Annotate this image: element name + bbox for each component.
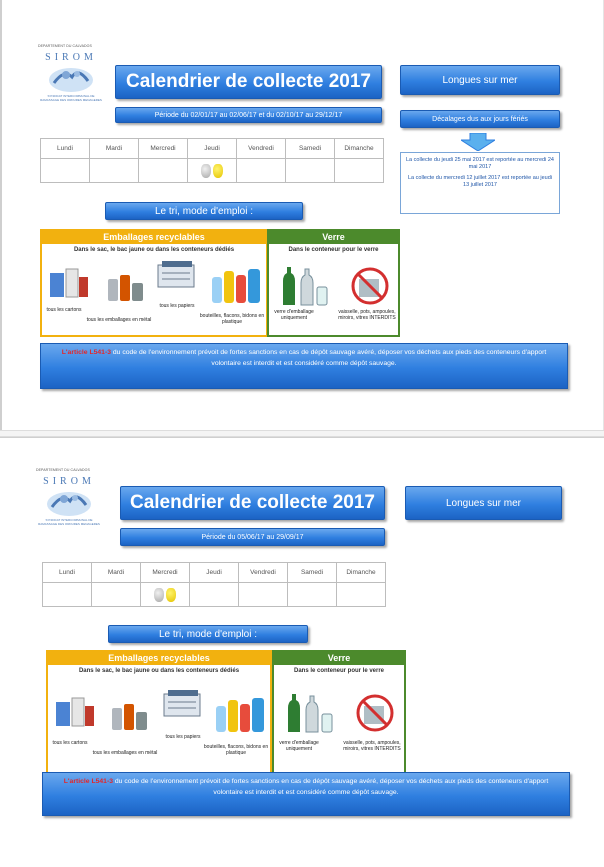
- logo-word: SIROM: [45, 52, 97, 63]
- emballages-label: tous les cartons: [46, 307, 82, 313]
- emballages-label: bouteilles, flacons, bidons en plastique: [199, 313, 265, 325]
- emballages-panel: [40, 229, 268, 337]
- day-cell: [141, 583, 190, 607]
- emballages-label: tous les papiers: [159, 303, 195, 309]
- holiday-notes: [400, 152, 560, 214]
- weekday-table: [42, 562, 386, 607]
- article-reference: L'article L541-3: [63, 778, 113, 785]
- bouteilles-icon: [214, 692, 268, 734]
- sorting-guide-title: Le tri, mode d'emploi :: [105, 202, 303, 220]
- article-reference: L'article L541-3: [61, 349, 111, 356]
- day-cell: [41, 159, 90, 183]
- cartons-icon: [54, 696, 96, 730]
- sac-jaune-icon: [213, 164, 223, 178]
- logo-icon: [44, 487, 94, 517]
- day-header: Mardi: [92, 563, 141, 583]
- holiday-shift-bar: Décalages dus aux jours fériés: [400, 110, 560, 128]
- calendar-sheet-2: [0, 437, 604, 867]
- interdit-icon: [349, 265, 391, 307]
- day-cell: [190, 583, 239, 607]
- day-cell: [286, 159, 335, 183]
- day-header: Samedi: [288, 563, 337, 583]
- day-header: Lundi: [41, 139, 90, 159]
- day-cell: [43, 583, 92, 607]
- day-cell: [188, 159, 237, 183]
- day-header: Dimanche: [337, 563, 386, 583]
- emballages-label: tous les cartons: [52, 740, 88, 746]
- emballages-panel: [46, 650, 272, 774]
- bouteilles-icon: [210, 263, 264, 305]
- day-header: Vendredi: [239, 563, 288, 583]
- logo-icon: [46, 63, 96, 93]
- page-title: Calendrier de collecte 2017: [115, 65, 382, 99]
- day-header: Dimanche: [335, 139, 384, 159]
- sac-gris-icon: [154, 588, 164, 602]
- verre-instruction: Dans le conteneur pour le verre: [293, 668, 385, 674]
- logo-word: SIROM: [43, 476, 95, 487]
- verre-label: vaisselle, pots, ampoules, miroirs, vitres INTERDITS: [343, 740, 401, 752]
- emballages-label: tous les papiers: [165, 734, 201, 740]
- day-header: Jeudi: [190, 563, 239, 583]
- period-bar: Période du 02/01/17 au 02/06/17 et du 02/10/17 au 29/12/17: [115, 107, 382, 123]
- page-title: Calendrier de collecte 2017: [120, 486, 385, 520]
- sheet-separator: [0, 430, 604, 437]
- cartons-icon: [48, 267, 90, 301]
- sirom-logo: [38, 44, 104, 102]
- verre-label: vaisselle, pots, ampoules, miroirs, vitres INTERDITS: [338, 309, 396, 321]
- verre-header: Verre: [269, 231, 398, 244]
- day-cell: [288, 583, 337, 607]
- verre-panel: [272, 650, 406, 774]
- day-header: Vendredi: [237, 139, 286, 159]
- day-header: Lundi: [43, 563, 92, 583]
- legal-text: du code de l'environnement prévoit de fortes sanctions en cas de dépôt sauvage avéré, déposer vos déchets aux pieds des conteneurs d'apport volontaire est interdit et est considéré comme dépôt sauvage.: [112, 778, 549, 796]
- day-cell: [239, 583, 288, 607]
- sac-gris-icon: [201, 164, 211, 178]
- day-cell: [337, 583, 386, 607]
- day-cell: [90, 159, 139, 183]
- verre-label: verre d'emballage uniquement: [274, 309, 314, 321]
- verre-icon: [282, 692, 336, 734]
- verre-icon: [277, 265, 331, 307]
- logo-subtitle: SYNDICAT INTERCOMMUNAL DE RAMASSAGE DES ORDURES MENAGERES: [38, 518, 100, 526]
- weekday-table: [40, 138, 384, 183]
- day-header: Samedi: [286, 139, 335, 159]
- day-cell: [92, 583, 141, 607]
- emballages-instruction: Dans le sac, le bac jaune ou dans les conteneurs dédiés: [73, 247, 235, 253]
- day-header: Mercredi: [139, 139, 188, 159]
- papiers-icon: [160, 688, 204, 720]
- day-header: Mardi: [90, 139, 139, 159]
- legal-warning: [40, 343, 568, 389]
- logo-department-text: DEPARTEMENT DU CALVADOS: [38, 44, 92, 48]
- emballages-label: tous les emballages en métal: [92, 750, 158, 756]
- emballages-instruction: Dans le sac, le bac jaune ou dans les conteneurs dédiés: [78, 668, 240, 674]
- emballages-header: Emballages recyclables: [48, 652, 270, 665]
- emballages-label: bouteilles, flacons, bidons en plastique: [203, 744, 269, 756]
- verre-instruction: Dans le conteneur pour le verre: [288, 247, 379, 253]
- emballages-header: Emballages recyclables: [42, 231, 266, 244]
- period-bar: Période du 05/06/17 au 29/09/17: [120, 528, 385, 546]
- metal-icon: [106, 271, 146, 305]
- arrow-down-icon: [461, 133, 495, 151]
- logo-subtitle: SYNDICAT INTERCOMMUNAL DE RAMASSAGE DES ORDURES MENAGERES: [40, 94, 102, 102]
- sirom-logo: [36, 468, 102, 526]
- verre-header: Verre: [274, 652, 404, 665]
- logo-department-text: DEPARTEMENT DU CALVADOS: [36, 468, 90, 472]
- day-cell: [139, 159, 188, 183]
- commune-title: Longues sur mer: [405, 486, 562, 520]
- holiday-note: La collecte du mercredi 12 juillet 2017 est reportée au jeudi 13 juillet 2017: [407, 175, 552, 188]
- interdit-icon: [354, 692, 396, 734]
- day-cell: [237, 159, 286, 183]
- papiers-icon: [154, 259, 198, 291]
- verre-panel: [267, 229, 400, 337]
- emballages-label: tous les emballages en métal: [86, 317, 152, 323]
- legal-warning: [42, 772, 570, 816]
- holiday-note: La collecte du jeudi 25 mai 2017 est reportée au mercredi 24 mai 2017: [406, 157, 554, 170]
- day-header: Jeudi: [188, 139, 237, 159]
- legal-text: du code de l'environnement prévoit de fortes sanctions en cas de dépôt sauvage avéré, déposer vos déchets aux pieds des conteneurs d'apport volontaire est interdit et est considéré comme dépôt sauvage.: [110, 349, 547, 367]
- verre-label: verre d'emballage uniquement: [279, 740, 319, 752]
- sorting-guide-title: Le tri, mode d'emploi :: [108, 625, 308, 643]
- commune-title: Longues sur mer: [400, 65, 560, 95]
- metal-icon: [110, 700, 150, 734]
- day-cell: [335, 159, 384, 183]
- sac-jaune-icon: [166, 588, 176, 602]
- day-header: Mercredi: [141, 563, 190, 583]
- calendar-sheet-1: [0, 0, 604, 430]
